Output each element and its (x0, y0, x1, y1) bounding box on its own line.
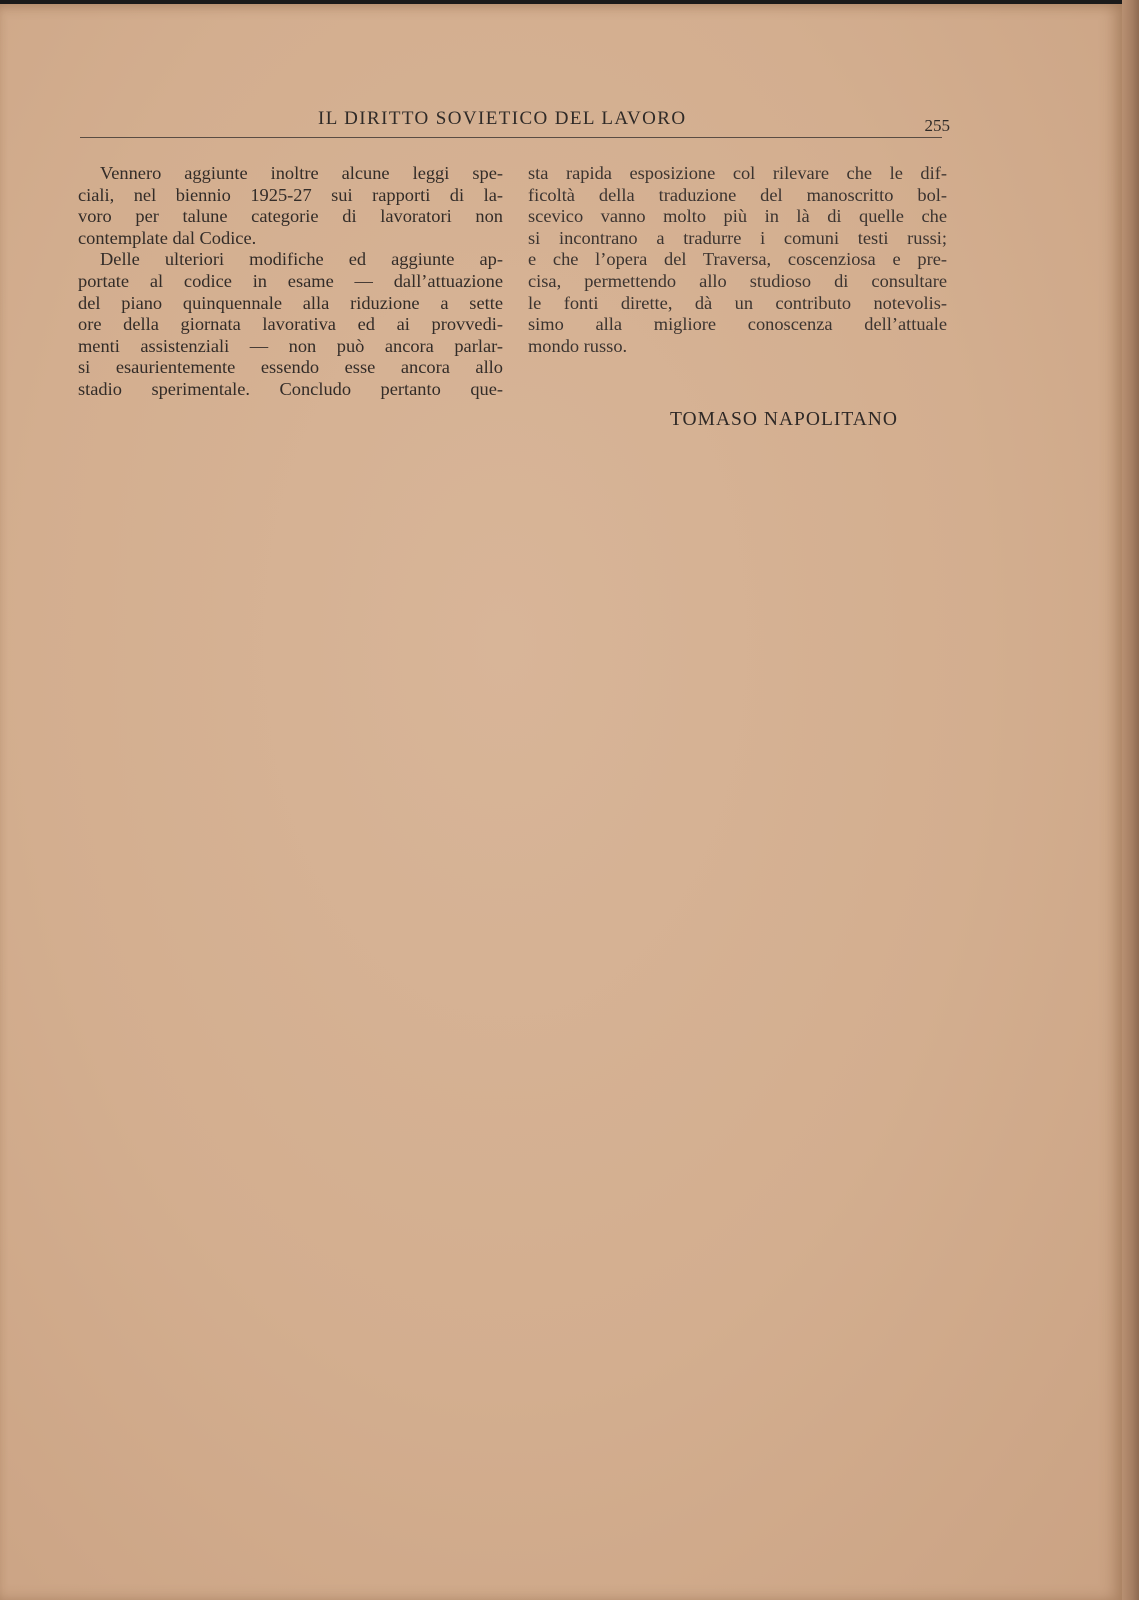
text-line: le fonti dirette, dà un contributo notevolis- (528, 292, 947, 313)
left-column (78, 163, 503, 401)
page-number: 255 (924, 116, 950, 135)
paragraph-1 (78, 163, 503, 249)
text-line: simo alla migliore conoscenza dell’attuale (528, 314, 947, 335)
text-line: ficoltà della traduzione del manoscritto bol- (528, 184, 947, 205)
text-line: contemplate dal Codice. (78, 227, 257, 248)
text-line: stadio sperimentale. Concludo pertanto que- (78, 378, 503, 399)
text-line: si esaurientemente essendo esse ancora allo (78, 357, 503, 378)
right-column (528, 163, 947, 357)
header-rule (80, 137, 942, 138)
text-line: si incontrano a tradurre i comuni testi russi; (528, 227, 947, 248)
text-line: Delle ulteriori modifiche ed aggiunte ap- (100, 249, 503, 270)
text-line: sta rapida esposizione col rilevare che le dif- (528, 163, 947, 183)
text-line: menti assistenziali — non può ancora parlar- (78, 335, 503, 356)
page-header (80, 108, 952, 144)
page-edge (1122, 0, 1139, 1600)
running-title: IL DIRITTO SOVIETICO DEL LAVORO (318, 108, 687, 129)
text-line: cisa, permettendo allo studioso di consultare (528, 270, 947, 291)
book-page (0, 4, 1122, 1600)
text-line: portate al codice in esame — dall’attuazione (78, 270, 503, 291)
text-line: ciali, nel biennio 1925-27 sui rapporti di la- (78, 184, 503, 205)
text-line: voro per talune categorie di lavoratori non (78, 206, 503, 227)
text-line: mondo russo. (528, 335, 628, 356)
text-line: Vennero aggiunte inoltre alcune leggi spe- (100, 163, 503, 183)
text-line: e che l’opera del Traversa, coscenziosa e pre- (528, 249, 947, 270)
text-line: ore della giornata lavorativa ed ai provvedi- (78, 314, 503, 335)
text-line: del piano quinquennale alla riduzione a sette (78, 292, 503, 313)
paragraph-2 (78, 249, 503, 400)
text-line: scevico vanno molto più in là di quelle che (528, 206, 947, 227)
paragraph-3 (528, 163, 947, 357)
author-signature: TOMASO NAPOLITANO (670, 409, 898, 430)
